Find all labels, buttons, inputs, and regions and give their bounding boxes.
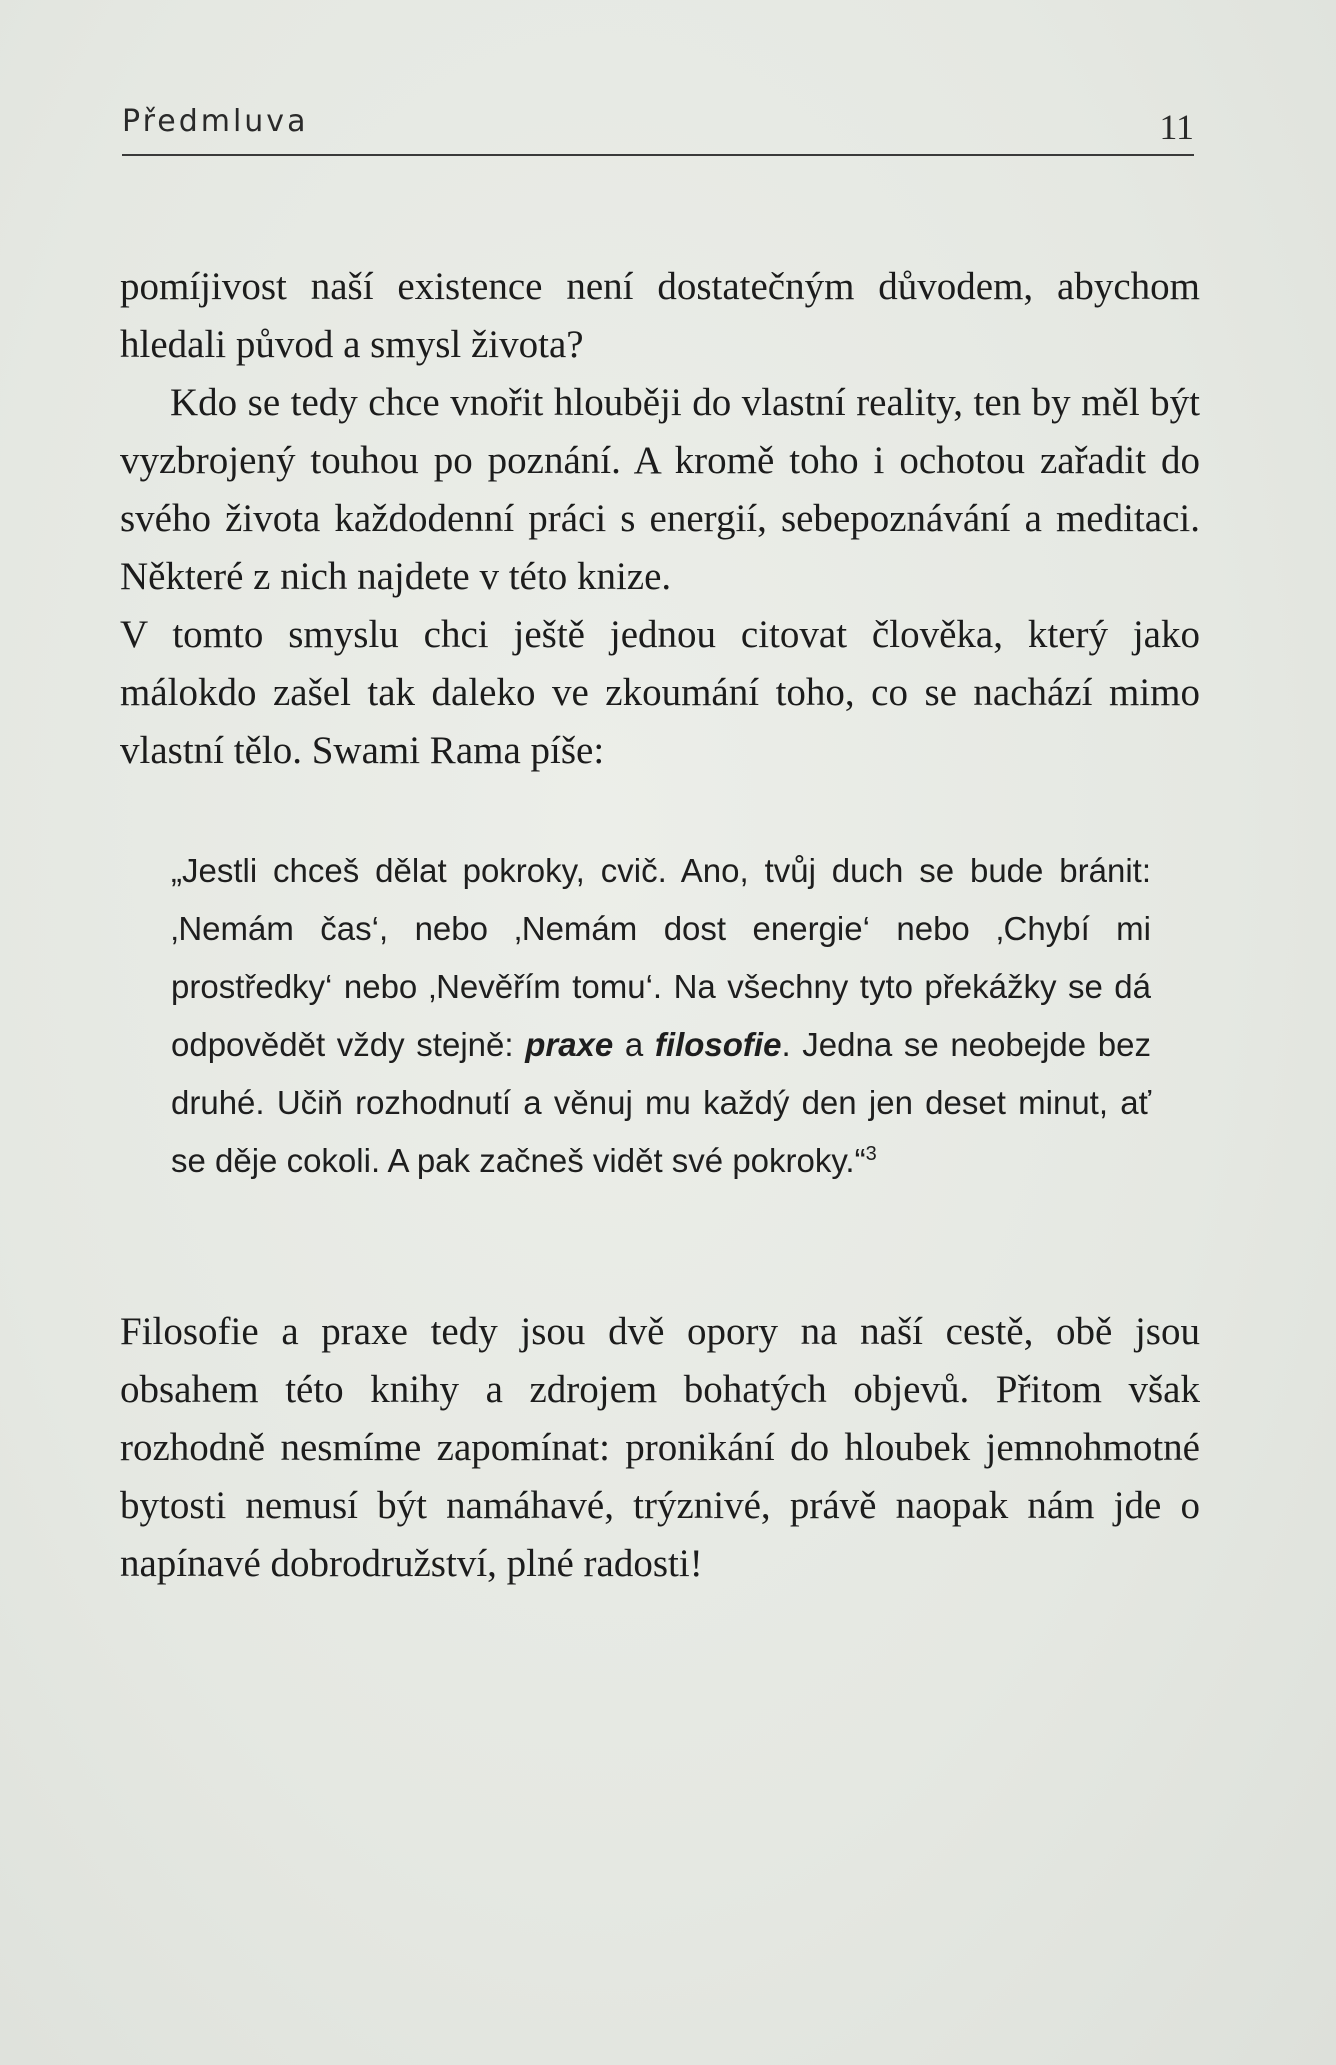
- paragraph-2: Kdo se tedy chce vnořit hlouběji do vlastní reality, ten by měl být vyzbrojený touhou po poznání. A kromě toho i ochotou zařadit do svého života každodenní práci s energií, sebepoznávání a meditaci. Některé z nich najdete v této knize.: [120, 381, 1200, 598]
- quote-part-2: . Jedna se neobejde bez druhé. Učiň rozhodnutí a věnuj mu každý den jen deset minut, ať se děje cokoli. A pak začneš vidět své pokroky.“: [171, 1026, 1151, 1179]
- page-number: 11: [1159, 107, 1194, 147]
- footnote-marker: 3: [865, 1143, 877, 1165]
- paragraph-4: Filosofie a praxe tedy jsou dvě opory na naší cestě, obě jsou obsahem této knihy a zdrojem bohatých objevů. Přitom však rozhodně nesmíme zapomínat: pronikání do hloubek jemnohmotné bytosti nemusí být namáhavé, trýznivé, právě naopak nám jde o napínavé dobrodružství, plné radosti!: [120, 1310, 1200, 1585]
- quote-emphasis-praxe: praxe: [525, 1026, 614, 1063]
- quote-text: [171, 842, 1151, 1190]
- body-text-bottom: [120, 1303, 1200, 1593]
- quote-part-1: „Jestli chceš dělat pokroky, cvič. Ano, tvůj duch se bude bránit: ‚Nemám čas‘, nebo ‚Nemám dost energie‘ nebo ‚Chybí mi prostředky‘ nebo ‚Nevěřím tomu‘. Na všechny tyto překážky se dá odpovědět vždy stejně:: [171, 852, 1151, 1063]
- running-header: [122, 104, 1194, 156]
- block-quote: [171, 842, 1151, 1190]
- section-title: Předmluva: [122, 104, 309, 139]
- paragraph-1: pomíjivost naší existence není dostatečným důvodem, abychom hledali původ a smysl života?: [120, 265, 1200, 366]
- body-text-top: [120, 258, 1200, 780]
- quote-connector: a: [613, 1026, 655, 1063]
- quote-emphasis-filosofie: filosofie: [654, 1026, 782, 1063]
- paragraph-3: V tomto smyslu chci ještě jednou citovat člověka, který jako málokdo zašel tak daleko ve zkoumání toho, co se nachází mimo vlastní tělo. Swami Rama píše:: [120, 613, 1200, 772]
